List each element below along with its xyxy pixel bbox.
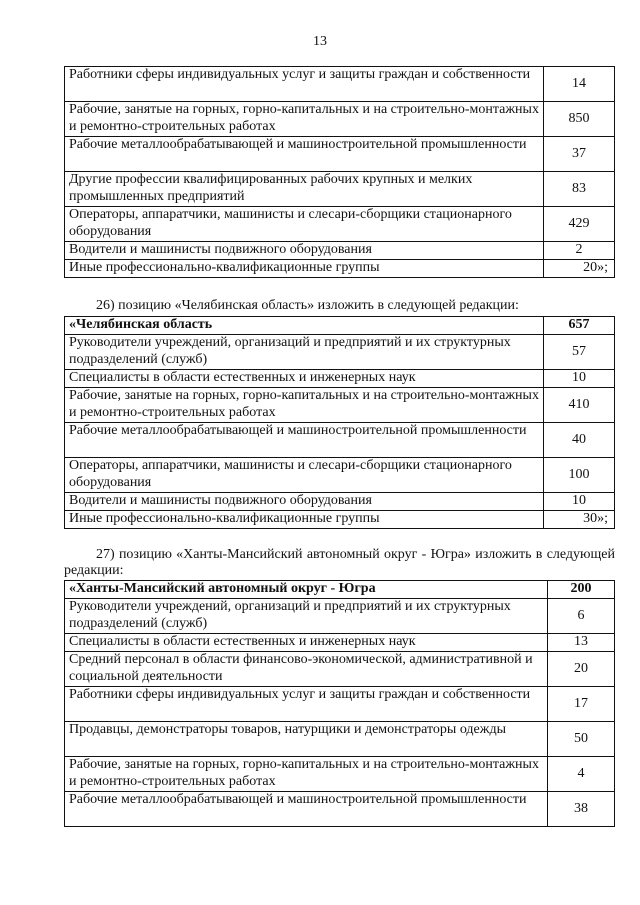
row-label: Рабочие, занятые на горных, горно-капитальных и на строительно-монтажных и ремонтно-строительных работах [65, 102, 544, 137]
region-total: 200 [548, 581, 615, 599]
table-row [65, 370, 615, 388]
row-label: Рабочие металлообрабатывающей и машиностроительной промышленности [65, 423, 544, 458]
table-row [65, 511, 615, 529]
row-label: Специалисты в области естественных и инженерных наук [65, 634, 548, 652]
row-value: 50 [548, 722, 615, 757]
table-khanty-mansi-okrug [64, 580, 615, 827]
table-row [65, 757, 615, 792]
row-label: Водители и машинисты подвижного оборудования [65, 493, 544, 511]
row-label: Другие профессии квалифицированных рабочих крупных и мелких промышленных предприятий [65, 172, 544, 207]
table-row [65, 599, 615, 634]
row-value: 10 [544, 493, 615, 511]
region-total: 657 [544, 317, 615, 335]
row-value: 4 [548, 757, 615, 792]
row-label: Иные профессионально-квалификационные группы [65, 260, 544, 278]
row-value: 17 [548, 687, 615, 722]
row-value: 6 [548, 599, 615, 634]
table-row [65, 67, 615, 102]
table-row [65, 722, 615, 757]
row-value: 850 [544, 102, 615, 137]
row-label: Руководители учреждений, организаций и предприятий и их структурных подразделений (служб) [65, 335, 544, 370]
row-label: Водители и машинисты подвижного оборудования [65, 242, 544, 260]
table-row [65, 652, 615, 687]
table-row [65, 242, 615, 260]
table-row [65, 388, 615, 423]
row-label: Руководители учреждений, организаций и предприятий и их структурных подразделений (служб) [65, 599, 548, 634]
row-value: 2 [544, 242, 615, 260]
table-row [65, 137, 615, 172]
table-header-row [65, 317, 615, 335]
table-row [65, 335, 615, 370]
row-value: 37 [544, 137, 615, 172]
row-label: Специалисты в области естественных и инженерных наук [65, 370, 544, 388]
paragraph-26: 26) позицию «Челябинская область» изложить в следующей редакции: [96, 298, 519, 313]
table-row [65, 687, 615, 722]
row-value: 83 [544, 172, 615, 207]
row-label: Операторы, аппаратчики, машинисты и слесари-сборщики стационарного оборудования [65, 207, 544, 242]
table-row [65, 172, 615, 207]
paragraph-27: 27) позицию «Ханты-Мансийский автономный округ - Югра» изложить в следующей редакции: [64, 547, 615, 578]
table-row [65, 493, 615, 511]
row-value: 40 [544, 423, 615, 458]
table-row [65, 260, 615, 278]
table-row [65, 102, 615, 137]
table-row [65, 458, 615, 493]
table-chelyabinsk-oblast [64, 316, 615, 529]
row-label: Средний персонал в области финансово-экономической, административной и социальной деятельности [65, 652, 548, 687]
row-value: 30»; [544, 511, 615, 529]
table-row [65, 423, 615, 458]
table-row [65, 634, 615, 652]
row-value: 20»; [544, 260, 615, 278]
row-value: 410 [544, 388, 615, 423]
row-label: Работники сферы индивидуальных услуг и защиты граждан и собственности [65, 687, 548, 722]
row-value: 13 [548, 634, 615, 652]
table-other-region-continuation [64, 66, 615, 278]
row-value: 100 [544, 458, 615, 493]
row-value: 57 [544, 335, 615, 370]
row-label: Рабочие металлообрабатывающей и машиностроительной промышленности [65, 137, 544, 172]
region-name: «Ханты-Мансийский автономный округ - Югра [65, 581, 548, 599]
row-value: 429 [544, 207, 615, 242]
table-row [65, 792, 615, 827]
row-label: Иные профессионально-квалификационные группы [65, 511, 544, 529]
row-value: 20 [548, 652, 615, 687]
row-label: Рабочие металлообрабатывающей и машиностроительной промышленности [65, 792, 548, 827]
row-label: Рабочие, занятые на горных, горно-капитальных и на строительно-монтажных и ремонтно-строительных работах [65, 388, 544, 423]
row-label: Работники сферы индивидуальных услуг и защиты граждан и собственности [65, 67, 544, 102]
row-value: 10 [544, 370, 615, 388]
table-header-row [65, 581, 615, 599]
row-label: Операторы, аппаратчики, машинисты и слесари-сборщики стационарного оборудования [65, 458, 544, 493]
page-number: 13 [313, 34, 327, 49]
row-label: Продавцы, демонстраторы товаров, натурщики и демонстраторы одежды [65, 722, 548, 757]
table-row [65, 207, 615, 242]
row-label: Рабочие, занятые на горных, горно-капитальных и на строительно-монтажных и ремонтно-строительных работах [65, 757, 548, 792]
row-value: 14 [544, 67, 615, 102]
region-name: «Челябинская область [65, 317, 544, 335]
row-value: 38 [548, 792, 615, 827]
